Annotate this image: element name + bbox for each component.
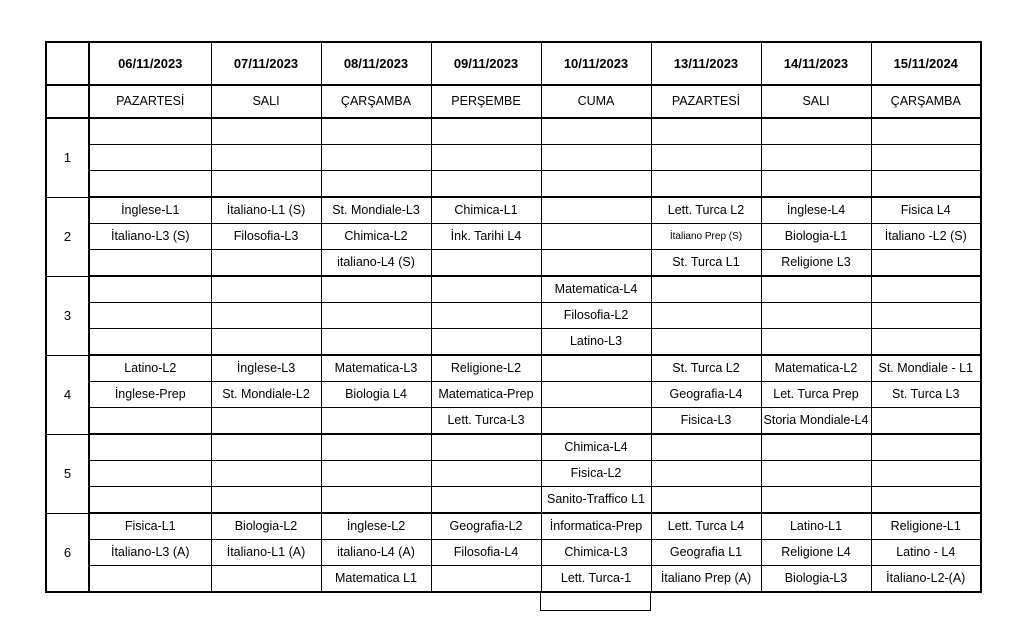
schedule-row (46, 540, 981, 566)
lesson-cell (89, 276, 211, 303)
day-header: PAZARTESİ (651, 85, 761, 118)
lesson-cell: Lett. Turca L4 (651, 513, 761, 540)
lesson-cell (761, 276, 871, 303)
lesson-cell: Fisica-L3 (651, 408, 761, 435)
lesson-cell (89, 434, 211, 461)
schedule-body (46, 118, 981, 592)
lesson-cell (541, 382, 651, 408)
date-header: 07/11/2023 (211, 42, 321, 85)
lesson-cell (871, 487, 981, 514)
lesson-cell: Filosofia-L2 (541, 303, 651, 329)
lesson-cell (321, 171, 431, 198)
lesson-cell (211, 250, 321, 277)
lesson-cell (431, 145, 541, 171)
lesson-cell (431, 487, 541, 514)
lesson-cell (211, 408, 321, 435)
lesson-cell: Chimica-L2 (321, 224, 431, 250)
lesson-cell (321, 118, 431, 145)
lesson-cell (321, 276, 431, 303)
lesson-cell: Biologia-L1 (761, 224, 871, 250)
schedule-row (46, 355, 981, 382)
lesson-cell (431, 461, 541, 487)
day-header-row (46, 85, 981, 118)
lesson-cell (89, 487, 211, 514)
lesson-cell (89, 303, 211, 329)
lesson-cell (89, 250, 211, 277)
lesson-cell: İtaliano-L3 (A) (89, 540, 211, 566)
lesson-cell: İnglese-L2 (321, 513, 431, 540)
lesson-cell (211, 276, 321, 303)
lesson-cell: Latino-L2 (89, 355, 211, 382)
lesson-cell (211, 566, 321, 593)
extra-empty-cell (540, 593, 651, 611)
lesson-cell (431, 250, 541, 277)
period-number: 2 (46, 197, 89, 276)
lesson-cell (541, 145, 651, 171)
lesson-cell: Religione L3 (761, 250, 871, 277)
schedule-row (46, 276, 981, 303)
lesson-cell: İtaliano-L1 (A) (211, 540, 321, 566)
date-header: 15/11/2024 (871, 42, 981, 85)
lesson-cell (651, 118, 761, 145)
lesson-cell: İnglese-L3 (211, 355, 321, 382)
lesson-cell (431, 566, 541, 593)
lesson-cell: Religione L4 (761, 540, 871, 566)
date-header: 09/11/2023 (431, 42, 541, 85)
lesson-cell: St. Mondiale-L3 (321, 197, 431, 224)
lesson-cell (211, 434, 321, 461)
lesson-cell (651, 145, 761, 171)
lesson-cell: Lett. Turca-1 (541, 566, 651, 593)
date-header: 14/11/2023 (761, 42, 871, 85)
lesson-cell (871, 171, 981, 198)
schedule-row (46, 382, 981, 408)
lesson-cell (761, 303, 871, 329)
lesson-cell (211, 461, 321, 487)
lesson-cell (761, 434, 871, 461)
lesson-cell: İnformatica-Prep (541, 513, 651, 540)
lesson-cell (871, 329, 981, 356)
lesson-cell (89, 329, 211, 356)
lesson-cell: İtaliano-L2-(A) (871, 566, 981, 593)
day-header: ÇARŞAMBA (871, 85, 981, 118)
lesson-cell: Sanito-Traffico L1 (541, 487, 651, 514)
lesson-cell: İtaliano-L1 (S) (211, 197, 321, 224)
lesson-cell: Chimica-L3 (541, 540, 651, 566)
lesson-cell (431, 276, 541, 303)
lesson-cell: italiano-L4 (S) (321, 250, 431, 277)
lesson-cell (761, 118, 871, 145)
lesson-cell (89, 145, 211, 171)
lesson-cell (651, 434, 761, 461)
lesson-cell: St. Turca L1 (651, 250, 761, 277)
lesson-cell: Biologia-L2 (211, 513, 321, 540)
date-header: 06/11/2023 (89, 42, 211, 85)
lesson-cell: Geografia L1 (651, 540, 761, 566)
lesson-cell (211, 303, 321, 329)
lesson-cell (321, 329, 431, 356)
day-header: SALI (761, 85, 871, 118)
day-header: ÇARŞAMBA (321, 85, 431, 118)
lesson-cell (651, 461, 761, 487)
lesson-cell (431, 329, 541, 356)
lesson-cell (211, 145, 321, 171)
date-header: 10/11/2023 (541, 42, 651, 85)
lesson-cell: İnglese-L1 (89, 197, 211, 224)
lesson-cell (89, 408, 211, 435)
lesson-cell (321, 461, 431, 487)
lesson-cell: Fisica-L2 (541, 461, 651, 487)
lesson-cell (761, 461, 871, 487)
lesson-cell: Matematica-Prep (431, 382, 541, 408)
schedule-row (46, 408, 981, 435)
lesson-cell: Geografia-L4 (651, 382, 761, 408)
period-number: 4 (46, 355, 89, 434)
lesson-cell: Lett. Turca L2 (651, 197, 761, 224)
lesson-cell: İtaliano Prep (S) (651, 224, 761, 250)
lesson-cell: Matematica-L3 (321, 355, 431, 382)
lesson-cell (321, 145, 431, 171)
schedule-table (45, 41, 982, 593)
schedule-row (46, 250, 981, 277)
lesson-cell: St. Mondiale - L1 (871, 355, 981, 382)
lesson-cell: St. Mondiale-L2 (211, 382, 321, 408)
lesson-cell: St. Turca L3 (871, 382, 981, 408)
lesson-cell: Latino-L3 (541, 329, 651, 356)
lesson-cell: İnk. Tarihi L4 (431, 224, 541, 250)
lesson-cell: Religione-L2 (431, 355, 541, 382)
lesson-cell: Biologia L4 (321, 382, 431, 408)
lesson-cell (651, 171, 761, 198)
lesson-cell (761, 145, 871, 171)
schedule-row (46, 118, 981, 145)
lesson-cell (761, 329, 871, 356)
date-header-row (46, 42, 981, 85)
lesson-cell: İnglese-Prep (89, 382, 211, 408)
lesson-cell: Filosofia-L3 (211, 224, 321, 250)
lesson-cell: Fisica-L1 (89, 513, 211, 540)
lesson-cell (431, 118, 541, 145)
lesson-cell (651, 276, 761, 303)
period-number: 1 (46, 118, 89, 197)
lesson-cell (431, 303, 541, 329)
lesson-cell (871, 408, 981, 435)
lesson-cell: Religione-L1 (871, 513, 981, 540)
lesson-cell (871, 145, 981, 171)
day-header: PAZARTESİ (89, 85, 211, 118)
date-header: 08/11/2023 (321, 42, 431, 85)
period-number: 5 (46, 434, 89, 513)
lesson-cell (541, 408, 651, 435)
lesson-cell: Filosofia-L4 (431, 540, 541, 566)
lesson-cell (321, 408, 431, 435)
day-header: SALI (211, 85, 321, 118)
lesson-cell (871, 276, 981, 303)
lesson-cell (651, 487, 761, 514)
lesson-cell (89, 171, 211, 198)
lesson-cell (211, 118, 321, 145)
lesson-cell: Latino - L4 (871, 540, 981, 566)
lesson-cell (89, 118, 211, 145)
lesson-cell: Biologia-L3 (761, 566, 871, 593)
lesson-cell: Geografia-L2 (431, 513, 541, 540)
schedule-row (46, 171, 981, 198)
period-number: 3 (46, 276, 89, 355)
lesson-cell (541, 118, 651, 145)
schedule-row (46, 224, 981, 250)
schedule-row (46, 329, 981, 356)
lesson-cell: Fisica L4 (871, 197, 981, 224)
lesson-cell (321, 303, 431, 329)
lesson-cell: Lett. Turca-L3 (431, 408, 541, 435)
lesson-cell (651, 329, 761, 356)
schedule-row (46, 513, 981, 540)
lesson-cell: İtaliano-L3 (S) (89, 224, 211, 250)
lesson-cell: Matematica-L2 (761, 355, 871, 382)
lesson-cell: Chimica-L4 (541, 434, 651, 461)
lesson-cell (431, 171, 541, 198)
lesson-cell: Latino-L1 (761, 513, 871, 540)
lesson-cell (541, 197, 651, 224)
schedule-row (46, 461, 981, 487)
lesson-cell (541, 171, 651, 198)
schedule-row (46, 566, 981, 593)
lesson-cell (871, 250, 981, 277)
schedule-row (46, 487, 981, 514)
lesson-cell: St. Turca L2 (651, 355, 761, 382)
schedule-row (46, 303, 981, 329)
lesson-cell (541, 250, 651, 277)
lesson-cell: İnglese-L4 (761, 197, 871, 224)
lesson-cell (871, 434, 981, 461)
date-header: 13/11/2023 (651, 42, 761, 85)
lesson-cell: Matematica L1 (321, 566, 431, 593)
lesson-cell (431, 434, 541, 461)
corner-cell (46, 42, 89, 85)
corner-cell (46, 85, 89, 118)
schedule-row (46, 197, 981, 224)
lesson-cell (89, 566, 211, 593)
lesson-cell (321, 487, 431, 514)
lesson-cell (541, 224, 651, 250)
lesson-cell: Storia Mondiale-L4 (761, 408, 871, 435)
lesson-cell: İtaliano -L2 (S) (871, 224, 981, 250)
day-header: PERŞEMBE (431, 85, 541, 118)
lesson-cell (321, 434, 431, 461)
lesson-cell (211, 171, 321, 198)
lesson-cell (211, 487, 321, 514)
lesson-cell: Let. Turca Prep (761, 382, 871, 408)
lesson-cell (211, 329, 321, 356)
lesson-cell (761, 487, 871, 514)
lesson-cell (871, 118, 981, 145)
lesson-cell: Matematica-L4 (541, 276, 651, 303)
period-number: 6 (46, 513, 89, 592)
lesson-cell (761, 171, 871, 198)
lesson-cell (651, 303, 761, 329)
lesson-cell (541, 355, 651, 382)
lesson-cell (871, 303, 981, 329)
lesson-cell: italiano-L4 (A) (321, 540, 431, 566)
day-header: CUMA (541, 85, 651, 118)
lesson-cell (871, 461, 981, 487)
schedule-row (46, 145, 981, 171)
lesson-cell: Chimica-L1 (431, 197, 541, 224)
schedule-row (46, 434, 981, 461)
lesson-cell: İtaliano Prep (A) (651, 566, 761, 593)
lesson-cell (89, 461, 211, 487)
